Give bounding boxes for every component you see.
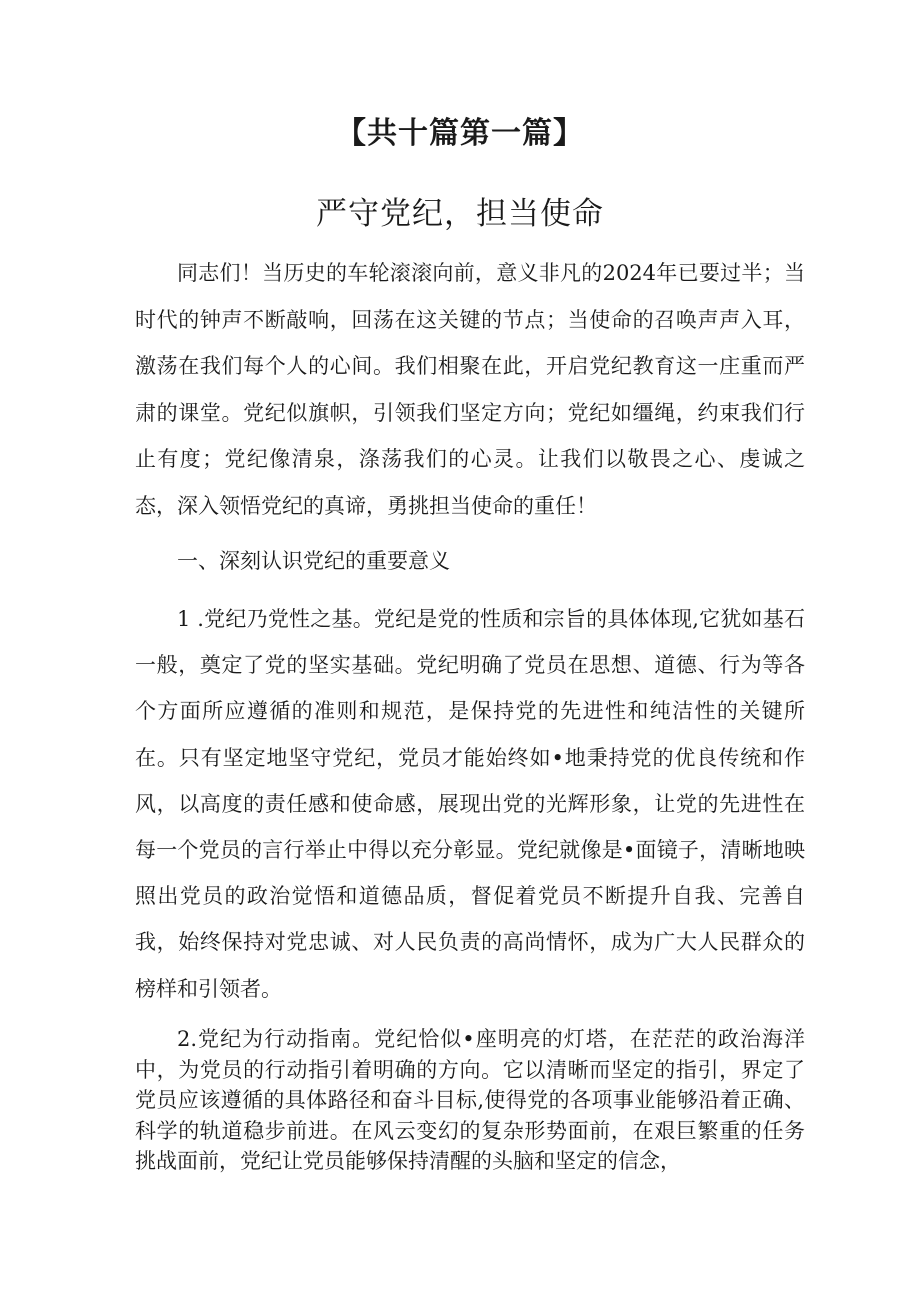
point-2-block: [135, 1024, 805, 1177]
point-1-block: [135, 596, 805, 1012]
section-heading-block: [135, 538, 805, 585]
document-title: 严守党纪，担当使命: [316, 196, 604, 232]
series-title: 【共十篇第一篇】: [336, 116, 584, 151]
intro-paragraph: 同志们！当历史的车轮滚滚向前，意义非凡的2024年已要过半；当时代的钟声不断敲响，回荡在这关键的节点；当使命的召唤声声入耳，激荡在我们每个人的心间。我们相聚在此，开启党纪教育这一庄重而严肃的课堂。党纪似旗帜，引领我们坚定方向；党纪如缰绳，约束我们行止有度；党纪像清泉，涤荡我们的心灵。让我们以敬畏之心、虔诚之态，深入领悟党纪的真谛，勇挑担当使命的重任！: [135, 261, 805, 518]
section-heading: 一、深刻认识党纪的重要意义: [177, 549, 450, 573]
intro-block: [135, 250, 805, 529]
point-2-paragraph: 2.党纪为行动指南。党纪恰似•座明亮的灯塔，在茫茫的政治海洋中，为党员的行动指引着明确的方向。它以清晰而坚定的指引，界定了党员应该遵循的具体路径和奋斗目标,使得党的各项事业能够沿着正确、科学的轨道稳步前进。在风云变幻的复杂形势面前，在艰巨繁重的任务挑战面前，党纪让党员能够保持清醒的头脑和坚定的信念，: [135, 1027, 805, 1174]
point-1-paragraph: 1 .党纪乃党性之基。党纪是党的性质和宗旨的具体体现,它犹如基石一般，奠定了党的坚实基础。党纪明确了党员在思想、道德、行为等各个方面所应遵循的准则和规范，是保持党的先进性和纯洁性的关键所在。只有坚定地坚守党纪，党员才能始终如•地秉持党的优良传统和作风，以高度的责任感和使命感，展现出党的光辉形象，让党的先进性在每一个党员的言行举止中得以充分彰显。党纪就像是•面镜子，清晰地映照出党员的政治觉悟和道德品质，督促着党员不断提升自我、完善自我，始终保持对党忠诚、对人民负责的高尚情怀，成为广大人民群众的榜样和引领者。: [135, 607, 805, 1001]
